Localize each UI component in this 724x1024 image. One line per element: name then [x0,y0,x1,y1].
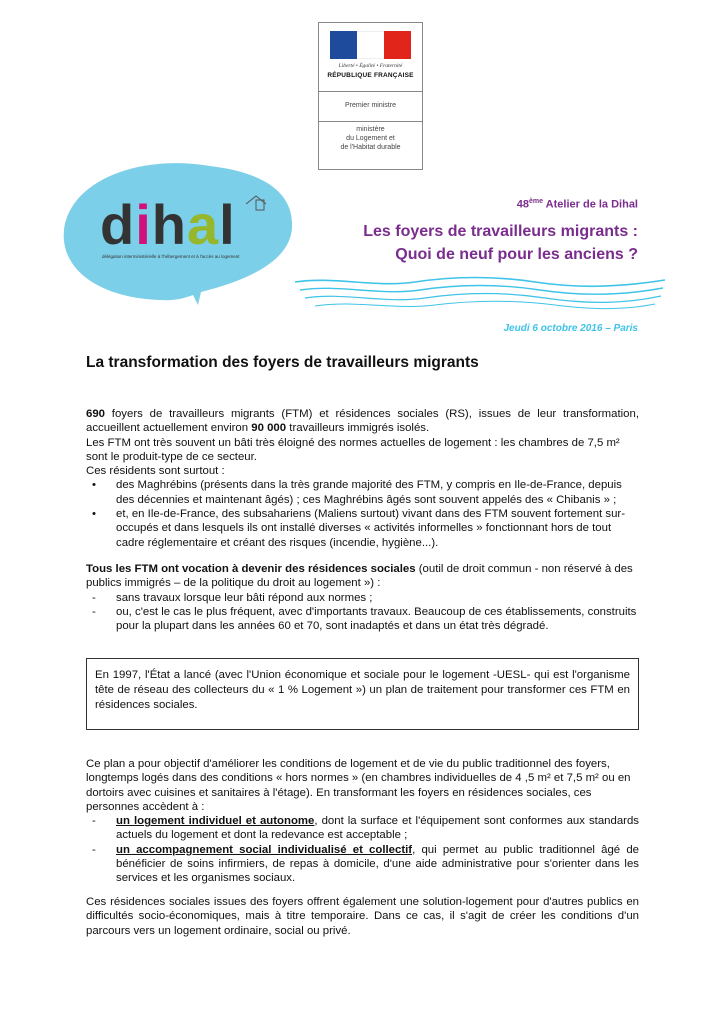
vocation-section [86,562,639,633]
list-item [86,478,639,507]
workers-count: 90 000 [251,422,287,435]
list-item-text: et, en Ile-de-France, des subsahariens (Maliens surtout) vivant dans des FTM souvent fortement sur-occupés et dans lesquels ils ont installé diverses « activités informelles » fonctionnant hors de tout cadre réglementaire et créant des risques (incendie, hygiène...). [116,508,626,549]
dash-icon: - [92,605,96,618]
government-block [318,22,423,170]
event-title-line2: Quoi de neuf pour les anciens ? [395,246,638,263]
logo-letter-d: d [100,193,136,256]
norms-paragraph: Les FTM ont très souvent un bâti très éloigné des normes actuelles de logement : les chambres de 7,5 m² sont le produit-type de ce secteur. [86,436,620,463]
residents-list [86,478,639,549]
french-flag-icon [330,31,411,59]
republic-name: RÉPUBLIQUE FRANÇAISE [327,72,414,79]
list-item-text: des Maghrébins (présents dans la très grande majorité des FTM, y compris en Ile-de-France, depuis des décennies et maintenant âgés) ; ces Maghrébins âgés sont souvent appelés des « Chibanis » ; [116,479,622,506]
atelier-text: Atelier de la Dihal [543,198,638,211]
atelier-label [517,198,638,211]
list-item-text: ou, c'est le cas le plus fréquent, avec d'importants travaux. Beaucoup de ces établissements, construits pour la plupart dans les années 60 et 70, sont inadaptés et dans un état très dégradé. [116,605,637,633]
vocation-bold: Tous les FTM ont vocation à devenir des résidences sociales [86,563,416,575]
bullet-icon: • [92,479,96,492]
history-text: En 1997, l'État a lancé (avec l'Union économique et sociale pour le logement -UESL- qui est l'organisme tête de réseau des collecteurs du « 1 % Logement ») un plan de traitement pour transformer ces FTM en résidences sociales. [95,669,630,711]
list-item-bold: un logement individuel et autonome [116,815,315,828]
atelier-number: 48 [516,198,530,211]
logo-letter-i: i [135,193,152,256]
plan-paragraph: Ce plan a pour objectif d'améliorer les conditions de logement et de vie du public traditionnel des foyers, longtemps logés dans des conditions « hors normes » (en chambres individuelles de 4 ,5 m² et 7,5 m² ou en dortoirs avec cuisines et sanitaires à l'étage). En transformant les foyers en résidences sociales, ces personnes accèdent à : [86,758,631,813]
list-item-text: , dont la surface et l'équipement sont conformes aux standards actuels du logement et dont la redevance est acceptable ; [116,815,639,842]
plan-section [86,757,639,886]
prime-minister-label: Premier ministre [319,91,422,122]
logo-letter-l: l [219,193,236,256]
intro-text: travailleurs immigrés isolés. [286,422,430,435]
atelier-superscript: ème [529,198,544,205]
plan-list [86,814,639,885]
residents-intro: Ces résidents sont surtout : [86,465,225,478]
list-item [86,843,639,886]
ministry-label [323,125,418,152]
intro-text: foyers de travailleurs migrants (FTM) et résidences sociales (RS), issues de leur transformation, accueillent actuellement environ [86,408,639,435]
wave-decoration [295,274,665,314]
event-date: Jeudi 6 octobre 2016 – Paris [503,323,638,334]
event-title-line1: Les foyers de travailleurs migrants : [363,223,638,240]
list-item [86,605,639,634]
vocation-paragraph [86,562,639,591]
dash-icon: - [92,815,96,828]
dihal-wordmark [100,195,236,255]
intro-section [86,407,639,550]
republic-motto: Liberté • Égalité • Fraternité [338,63,403,69]
closing-paragraph [86,895,639,938]
vocation-list [86,591,639,634]
dash-icon: - [92,843,96,856]
list-item-bold: un accompagnement social individualisé et collectif [116,843,413,856]
list-item [86,814,639,843]
logo-letter-a: a [187,193,220,256]
intro-paragraph [86,407,639,436]
list-item [86,507,639,550]
dash-icon: - [92,591,96,604]
list-item-text: sans travaux lorsque leur bâti répond aux normes ; [116,591,373,604]
closing-text: Ces résidences sociales issues des foyers offrent également une solution-logement pour d'autres publics en difficultés socio-économiques, mais à titre temporaire. Dans ce cas, il s'agit de créer les conditions d'un parcours vers un logement ordinaire, social ou privé. [86,896,639,937]
dihal-tagline: délégation interministérielle à l'hébergement et à l'accès au logement [102,254,240,259]
list-item [86,591,639,605]
bullet-icon: • [92,508,96,521]
history-box [86,658,639,730]
logo-letter-h: h [151,193,187,256]
ftm-count: 690 [86,408,106,420]
ministry-line: de l'Habitat durable [340,144,401,151]
vocation-text: (outil de droit commun - non réservé à des publics immigrés – de la politique du droit au logement ») : [86,563,633,590]
list-item-text: , qui permet au public traditionnel âgé de bénéficier de soins infirmiers, de repas à domicile, d'une aide administrative pour s'orienter dans les services et les organismes sociaux. [116,843,639,885]
ministry-line: du Logement et [346,135,395,142]
ministry-line: ministère [356,126,385,133]
republic-logo [319,23,422,92]
page-title: La transformation des foyers de travailleurs migrants [86,354,479,371]
